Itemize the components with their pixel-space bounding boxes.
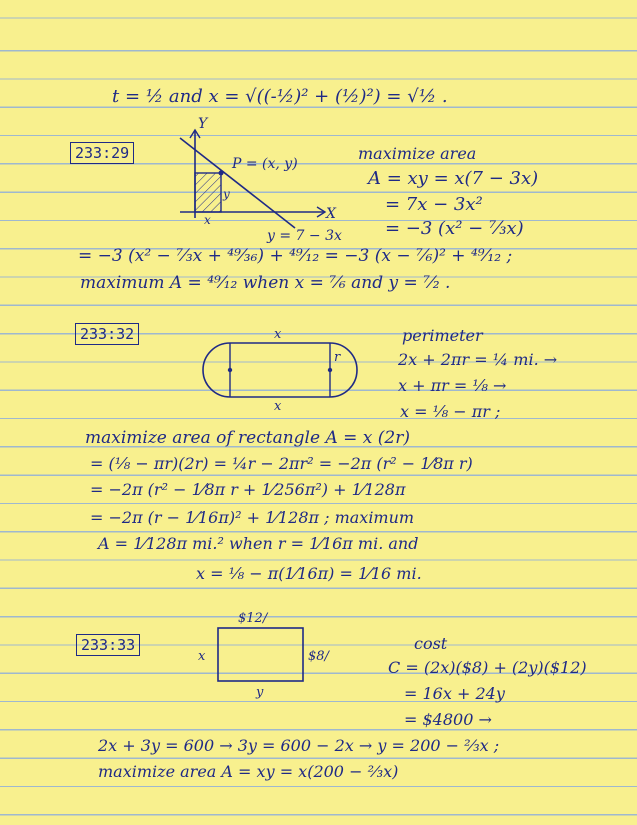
cost-equation-3: = $4800 → bbox=[404, 710, 492, 729]
figure-track bbox=[190, 328, 365, 413]
perimeter-equation-1: 2x + 2πr = ¼ mi. → bbox=[398, 350, 558, 369]
maximum-line-29: maximum A = ⁴⁹⁄₁₂ when x = ⁷⁄₆ and y = ⁷⁄₂ . bbox=[80, 273, 451, 293]
x-value-32: x = ⅛ − π(1⁄16π) = 1⁄16 mi. bbox=[196, 564, 422, 583]
area-equation-1: A = xy = x(7 − 3x) bbox=[368, 168, 539, 189]
perimeter-equation-3: x = ⅛ − πr ; bbox=[400, 402, 501, 421]
track-bottom-x-label: x bbox=[274, 399, 282, 414]
rectangle-area-expand-2: = −2π (r² − 1⁄8π r + 1⁄256π²) + 1⁄128π bbox=[90, 480, 406, 499]
cost-equation-2: = 16x + 24y bbox=[404, 684, 505, 703]
perimeter-equation-2: x + πr = ⅛ → bbox=[398, 376, 507, 395]
cost-heading: cost bbox=[414, 634, 448, 653]
fence-top-label: $12/ bbox=[238, 611, 268, 626]
maximize-area-heading: maximize area bbox=[358, 144, 477, 163]
figure-fence-rectangle bbox=[190, 608, 370, 700]
area-equation-2: = 7x − 3x² bbox=[385, 194, 483, 215]
axis-y-label: Y bbox=[198, 116, 208, 132]
complete-square-line: = −3 (x² − ⁷⁄₃x + ⁴⁹⁄₃₆) + ⁴⁹⁄₁₂ = −3 (x − ⁷⁄₆)² + ⁴⁹⁄₁₂ ; bbox=[78, 246, 513, 266]
problem-label-29: 233:29 bbox=[70, 142, 134, 164]
fence-left-label: x bbox=[198, 649, 206, 664]
track-radius-label: r bbox=[334, 350, 341, 365]
problem-label-32: 233:32 bbox=[75, 323, 139, 345]
line-equation-label: y = 7 − 3x bbox=[267, 228, 342, 244]
track-top-x-label: x bbox=[274, 327, 282, 342]
maximum-area-32: A = 1⁄128π mi.² when r = 1⁄16π mi. and bbox=[98, 534, 419, 553]
cost-equation-1: C = (2x)($8) + (2y)($12) bbox=[388, 658, 587, 677]
rectangle-area-expand-3: = −2π (r − 1⁄16π)² + 1⁄128π ; maximum bbox=[90, 508, 415, 527]
area-equation-3: = −3 (x² − ⁷⁄₃x) bbox=[385, 218, 524, 239]
fence-right-label: $8/ bbox=[308, 649, 329, 664]
figure-triangle-rectangle bbox=[160, 118, 345, 243]
side-y-label: y bbox=[223, 187, 230, 201]
rectangle-area-expand-1: = (⅛ − πr)(2r) = ¼r − 2πr² = −2π (r² − 1⁄8π r) bbox=[90, 454, 473, 473]
side-x-label: x bbox=[204, 213, 211, 227]
intro-line: t = ½ and x = √((-½)² + (½)²) = √½ . bbox=[112, 86, 448, 107]
constraint-line: 2x + 3y = 600 → 3y = 600 − 2x → y = 200 − ⅔x ; bbox=[98, 736, 500, 755]
rectangle-area-line: maximize area of rectangle A = x (2r) bbox=[85, 428, 410, 448]
perimeter-heading: perimeter bbox=[402, 326, 483, 345]
fence-bottom-label: y bbox=[256, 685, 264, 700]
axis-x-label: X bbox=[326, 206, 336, 222]
problem-label-33: 233:33 bbox=[76, 634, 140, 656]
point-label: P = (x, y) bbox=[232, 156, 298, 172]
maximize-area-33: maximize area A = xy = x(200 − ⅔x) bbox=[98, 762, 399, 781]
